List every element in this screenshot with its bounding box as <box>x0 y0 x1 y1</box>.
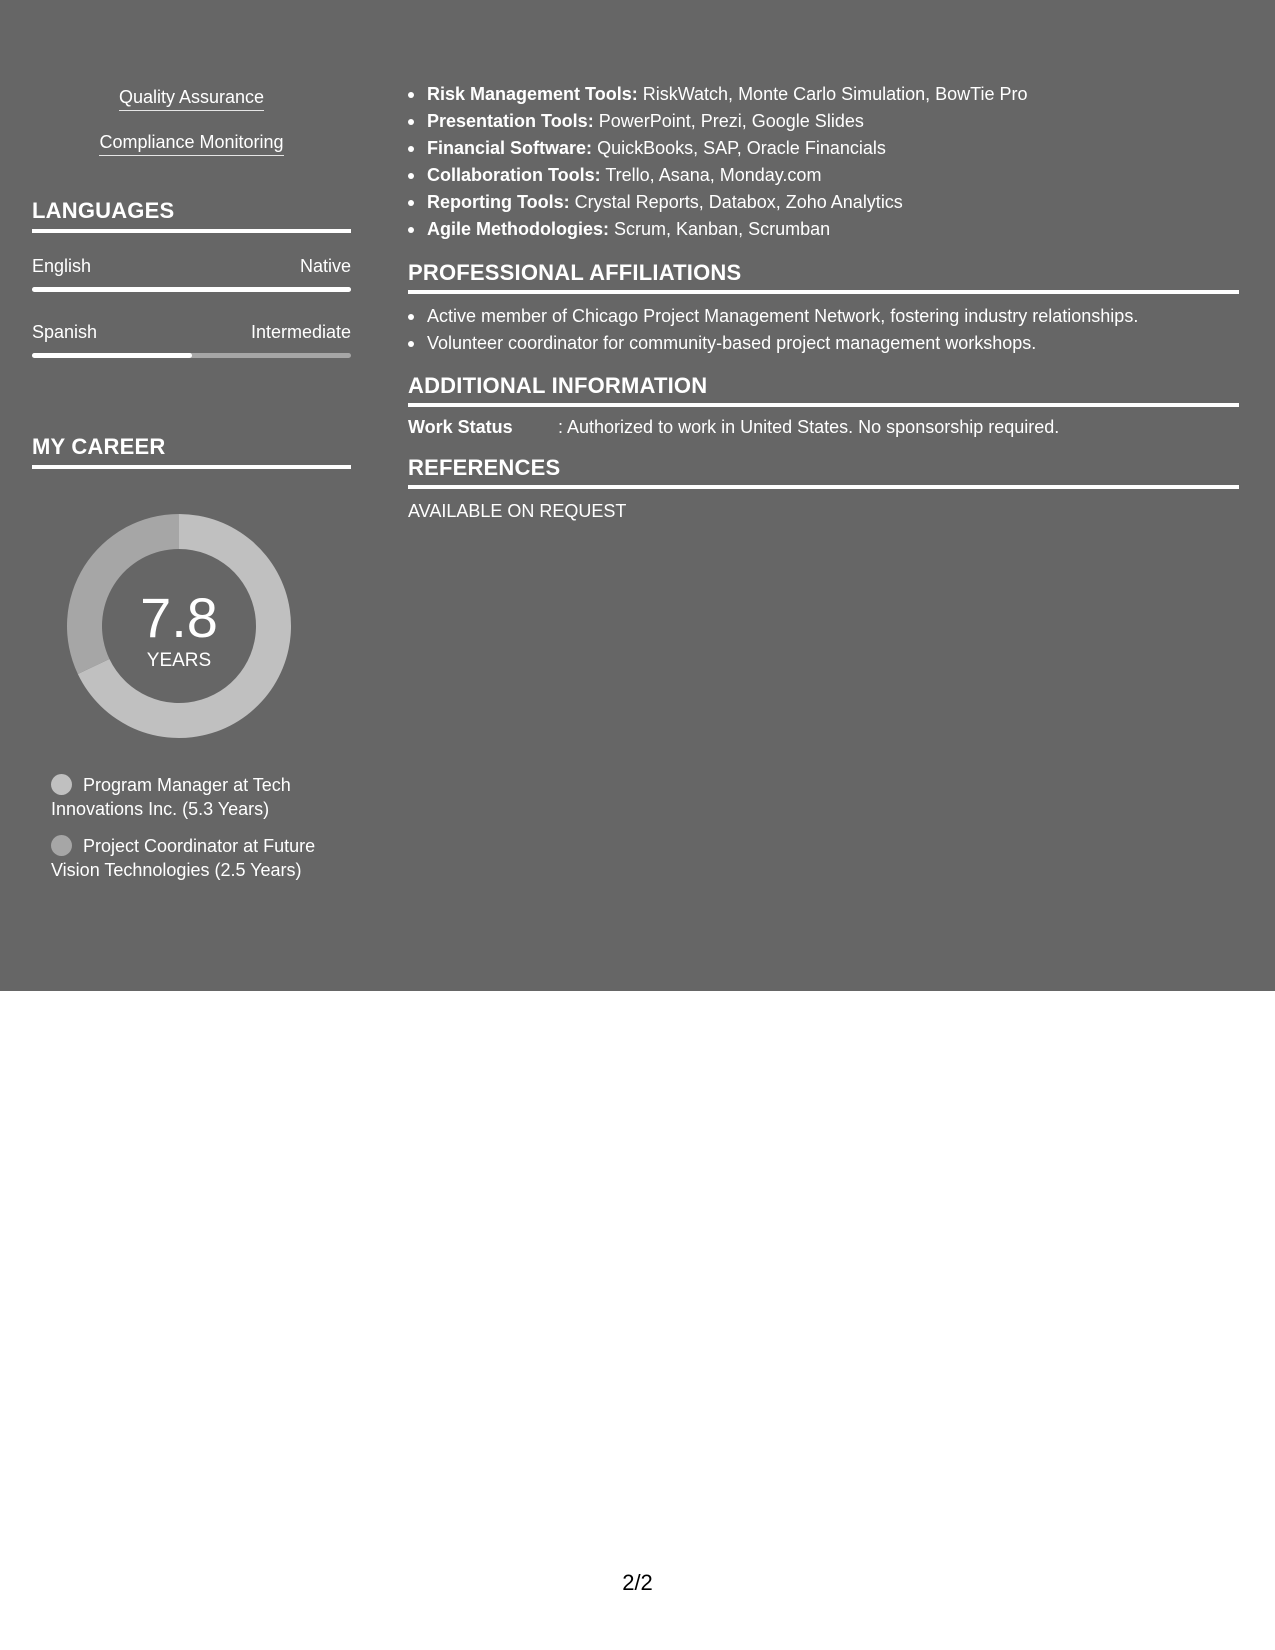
tool-category: Reporting Tools: <box>427 192 570 212</box>
career-item-text: Program Manager at Tech Innovations Inc. (5.3 Years) <box>51 775 291 819</box>
sidebar <box>32 0 351 895</box>
references-heading: REFERENCES <box>408 455 1239 489</box>
work-status-value: : Authorized to work in United States. No sponsorship required. <box>558 417 1060 437</box>
language-proficiency-fill <box>32 287 351 292</box>
work-status-label: Work Status <box>408 417 513 437</box>
career-legend-dot <box>51 774 72 795</box>
tool-values: Scrum, Kanban, Scrumban <box>614 219 831 239</box>
tool-values: RiskWatch, Monte Carlo Simulation, BowTie Pro <box>642 84 1028 104</box>
tools-list-item <box>408 81 1239 108</box>
tool-category: Presentation Tools: <box>427 111 594 131</box>
career-heading: MY CAREER <box>32 434 351 469</box>
language-row <box>32 255 351 292</box>
career-legend-dot <box>51 835 72 856</box>
language-proficiency-fill <box>32 353 192 358</box>
tools-list-item <box>408 189 1239 216</box>
language-row <box>32 321 351 358</box>
donut-center <box>66 513 292 739</box>
tools-list-item <box>408 162 1239 189</box>
language-name: English <box>32 256 92 276</box>
tools-list <box>408 0 1239 243</box>
tool-category: Risk Management Tools: <box>427 84 638 104</box>
tool-values: Crystal Reports, Databox, Zoho Analytics <box>574 192 903 212</box>
career-list <box>51 773 341 882</box>
skill-tag-label: Compliance Monitoring <box>99 131 283 156</box>
affiliations-list <box>408 303 1239 357</box>
skill-tags <box>32 0 351 176</box>
language-level: Native <box>299 256 351 276</box>
tool-category: Agile Methodologies: <box>427 219 609 239</box>
tools-list-item <box>408 216 1239 243</box>
language-proficiency-bar <box>32 353 351 358</box>
tools-list-item <box>408 135 1239 162</box>
references-text: AVAILABLE ON REQUEST <box>408 501 627 521</box>
tool-values: PowerPoint, Prezi, Google Slides <box>598 111 864 131</box>
career-donut-chart <box>66 513 292 739</box>
affiliation-item: Volunteer coordinator for community-based project management workshops. <box>408 330 1239 357</box>
career-total-unit: YEARS <box>146 650 212 671</box>
career-item <box>51 773 341 821</box>
affiliations-heading: PROFESSIONAL AFFILIATIONS <box>408 260 1239 294</box>
skill-tag-label: Quality Assurance <box>119 86 264 111</box>
skill-tag <box>32 131 351 176</box>
tools-list-item <box>408 108 1239 135</box>
language-level: Intermediate <box>250 322 351 342</box>
work-status-row <box>408 415 1239 439</box>
tool-values: Trello, Asana, Monday.com <box>605 165 822 185</box>
skill-tag <box>32 86 351 131</box>
languages-heading: LANGUAGES <box>32 198 351 233</box>
tool-values: QuickBooks, SAP, Oracle Financials <box>597 138 886 158</box>
career-item <box>51 834 341 882</box>
main-content <box>408 0 1239 523</box>
affiliation-item: Active member of Chicago Project Management Network, fostering industry relationships. <box>408 303 1239 330</box>
language-name: Spanish <box>32 322 98 342</box>
career-total-value: 7.8 <box>140 586 218 649</box>
career-item-text: Project Coordinator at Future Vision Technologies (2.5 Years) <box>51 836 316 880</box>
page-number: 2/2 <box>622 1570 653 1595</box>
language-proficiency-bar <box>32 287 351 292</box>
tool-category: Financial Software: <box>427 138 593 158</box>
additional-info-heading: ADDITIONAL INFORMATION <box>408 373 1239 407</box>
tool-category: Collaboration Tools: <box>427 165 601 185</box>
